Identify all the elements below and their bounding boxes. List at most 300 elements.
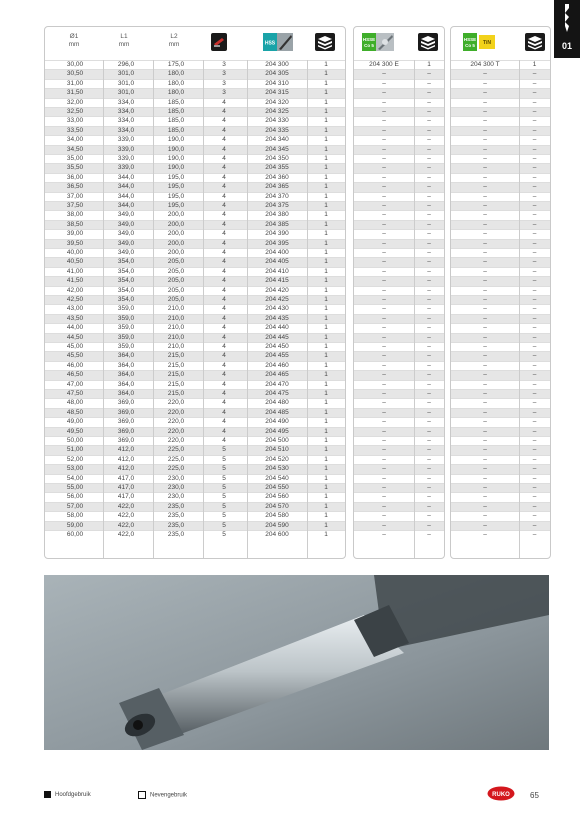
article-number-cell: –: [483, 531, 487, 538]
diameter-cell: 31,50: [66, 89, 84, 97]
quantity-cell: –: [532, 296, 537, 303]
table-row: [451, 210, 550, 219]
diameter-cell: 33,50: [66, 126, 84, 134]
quantity-cell: 1: [324, 408, 328, 416]
article-number-cell: –: [483, 437, 487, 444]
morse-taper-cell: 4: [222, 145, 226, 153]
quantity-cell: –: [427, 126, 431, 134]
table-row: [451, 474, 550, 483]
article-number-cell: –: [382, 305, 386, 313]
article-number-cell: 204 470: [265, 380, 289, 388]
quantity-cell: 1: [324, 136, 328, 144]
l1-cell: 422,0: [117, 502, 135, 510]
hsse-tin-badge-icon: [463, 33, 495, 51]
table-row: [451, 126, 550, 135]
table-row: [45, 427, 345, 436]
article-number-cell: –: [483, 343, 487, 350]
article-number-cell: 204 300 E: [369, 61, 399, 68]
article-number-cell: 204 445: [265, 333, 289, 341]
table-row: [45, 333, 345, 342]
table-row: [354, 530, 444, 539]
article-number-cell: –: [483, 202, 487, 209]
article-number-cell: 204 390: [265, 230, 289, 238]
table-row: [45, 351, 345, 360]
quantity-cell: –: [427, 136, 431, 144]
article-number-cell: –: [382, 493, 386, 501]
article-number-cell: –: [382, 230, 386, 238]
quantity-cell: 1: [324, 202, 328, 209]
quantity-cell: –: [532, 192, 537, 200]
table-row: [354, 408, 444, 417]
table-row: [45, 210, 345, 219]
article-number-cell: –: [382, 446, 386, 454]
table-row: [45, 380, 345, 389]
article-number-cell: –: [483, 352, 487, 360]
article-number-cell: –: [483, 211, 487, 219]
section-tab: [554, 0, 580, 58]
table-row: [451, 427, 550, 436]
article-number-cell: 204 530: [265, 465, 289, 473]
diameter-cell: 32,00: [66, 98, 84, 106]
diameter-cell: 35,00: [66, 155, 84, 162]
morse-taper-cell: 4: [222, 408, 226, 416]
morse-taper-cell: 4: [222, 399, 226, 407]
l2-cell: 220,0: [167, 418, 185, 426]
article-number-cell: –: [382, 343, 386, 350]
quantity-cell: 1: [324, 79, 328, 87]
table-row: [354, 314, 444, 323]
drill-bit-icon: [562, 4, 572, 32]
l1-cell: 359,0: [117, 324, 135, 332]
table-row: [354, 502, 444, 511]
quantity-cell: –: [532, 108, 537, 115]
l2-cell: 205,0: [167, 296, 185, 303]
article-number-cell: –: [382, 108, 386, 115]
article-number-cell: –: [382, 296, 386, 303]
table-row: [45, 521, 345, 530]
table-row: [451, 342, 550, 351]
diameter-cell: 34,50: [66, 145, 84, 153]
table-row: [451, 351, 550, 360]
table-row: [45, 60, 345, 69]
l2-cell: 230,0: [167, 484, 185, 491]
quantity-cell: –: [532, 267, 537, 275]
article-number-cell: –: [382, 145, 386, 153]
l1-cell: 359,0: [117, 314, 135, 322]
morse-taper-cell: 4: [222, 117, 226, 125]
l2-cell: 180,0: [167, 70, 185, 78]
table-row: [354, 267, 444, 276]
quantity-cell: –: [532, 390, 537, 397]
table-row: [354, 116, 444, 125]
quantity-cell: –: [532, 164, 537, 172]
table-row: [451, 445, 550, 454]
table-row: [354, 79, 444, 88]
diameter-cell: 38,50: [66, 220, 84, 228]
l2-cell: 200,0: [167, 239, 185, 247]
quantity-cell: –: [532, 220, 537, 228]
article-number-cell: –: [382, 173, 386, 181]
table-row: [45, 342, 345, 351]
quantity-cell: –: [532, 70, 537, 78]
article-number-cell: 204 520: [265, 455, 289, 463]
table-row: [451, 173, 550, 182]
l2-cell: 200,0: [167, 249, 185, 256]
article-number-cell: –: [483, 296, 487, 303]
table-row: [354, 417, 444, 426]
quantity-cell: 1: [532, 61, 537, 68]
table-row: [451, 116, 550, 125]
table-row: [354, 201, 444, 210]
diameter-cell: 32,50: [66, 108, 84, 115]
diameter-cell: 46,50: [66, 371, 84, 379]
morse-taper-cell: 4: [222, 314, 226, 322]
l1-cell: 417,0: [117, 474, 135, 482]
article-number-cell: 204 385: [265, 220, 289, 228]
table-row: [45, 370, 345, 379]
article-number-cell: 204 500: [265, 437, 289, 444]
quantity-cell: –: [532, 531, 537, 538]
l1-cell: 354,0: [117, 286, 135, 294]
morse-taper-cell: 4: [222, 380, 226, 388]
article-number-cell: 204 380: [265, 211, 289, 219]
l1-cell: 412,0: [117, 465, 135, 473]
quantity-cell: –: [532, 333, 537, 341]
article-number-cell: –: [483, 512, 487, 520]
quantity-cell: –: [427, 108, 431, 115]
article-number-cell: 204 490: [265, 418, 289, 426]
l2-cell: 180,0: [167, 89, 185, 97]
quantity-cell: –: [427, 192, 431, 200]
quantity-cell: –: [427, 437, 431, 444]
morse-taper-cell: 4: [222, 126, 226, 134]
quantity-cell: –: [532, 446, 537, 454]
table-row: [45, 192, 345, 201]
quantity-cell: –: [427, 314, 431, 322]
article-number-cell: –: [483, 220, 487, 228]
morse-taper-cell: 5: [222, 512, 226, 520]
tin-badge-text: TiN: [483, 40, 491, 46]
quantity-cell: –: [532, 437, 537, 444]
article-number-cell: –: [483, 380, 487, 388]
quantity-cell: –: [427, 371, 431, 379]
l1-cell: 349,0: [117, 211, 135, 219]
quantity-cell: 1: [427, 61, 431, 68]
table-row: [354, 88, 444, 97]
morse-taper-cell: 3: [222, 61, 226, 68]
quantity-cell: 1: [324, 502, 328, 510]
diameter-cell: 50,00: [66, 437, 84, 444]
diameter-cell: 43,00: [66, 305, 84, 313]
article-number-cell: 204 430: [265, 305, 289, 313]
hsse-tin-badge-line2: Co 5: [465, 43, 475, 48]
quantity-cell: –: [532, 183, 537, 191]
quantity-cell: –: [532, 371, 537, 379]
article-number-cell: –: [382, 126, 386, 134]
article-number-cell: 204 425: [265, 296, 289, 303]
l2-cell: 215,0: [167, 380, 185, 388]
quantity-cell: –: [427, 145, 431, 153]
quantity-cell: –: [532, 230, 537, 238]
morse-taper-cell: 4: [222, 267, 226, 275]
l2-cell: 195,0: [167, 183, 185, 191]
empty-square-icon: [138, 791, 146, 799]
morse-taper-cell: 4: [222, 437, 226, 444]
table-row: [451, 398, 550, 407]
article-number-cell: 204 375: [265, 202, 289, 209]
morse-taper-cell: 4: [222, 258, 226, 266]
article-number-cell: –: [382, 531, 386, 538]
table-row: [45, 445, 345, 454]
table-row: [451, 192, 550, 201]
morse-taper-cell: 4: [222, 155, 226, 162]
quantity-cell: –: [427, 521, 431, 529]
table-row: [451, 304, 550, 313]
table-row: [354, 286, 444, 295]
table-row: [45, 88, 345, 97]
l2-cell: 210,0: [167, 314, 185, 322]
table-row: [354, 398, 444, 407]
main-table-header: [45, 27, 345, 59]
article-number-cell: 204 400: [265, 249, 289, 256]
ruko-logo: [487, 786, 515, 801]
l2-cell: 210,0: [167, 305, 185, 313]
legend-secondary-label: Nevengebruik: [150, 792, 188, 799]
morse-taper-cell: 4: [222, 305, 226, 313]
quantity-cell: –: [532, 408, 537, 416]
l2-cell: 185,0: [167, 126, 185, 134]
l1-header: [105, 33, 143, 49]
l1-cell: 354,0: [117, 258, 135, 266]
quantity-cell: 1: [324, 155, 328, 162]
quantity-cell: –: [427, 79, 431, 87]
quantity-cell: –: [532, 258, 537, 266]
article-number-cell: 204 480: [265, 399, 289, 407]
l1-cell: 344,0: [117, 192, 135, 200]
quantity-cell: 1: [324, 493, 328, 501]
quantity-cell: –: [532, 79, 537, 87]
table-row: [354, 436, 444, 445]
diameter-cell: 36,50: [66, 183, 84, 191]
diameter-cell: 46,00: [66, 361, 84, 369]
table-row: [354, 173, 444, 182]
article-number-cell: –: [483, 108, 487, 115]
article-number-cell: –: [483, 314, 487, 322]
article-number-cell: –: [382, 361, 386, 369]
article-number-cell: –: [483, 465, 487, 473]
article-number-cell: –: [483, 126, 487, 134]
table-row: [354, 229, 444, 238]
article-number-cell: –: [382, 437, 386, 444]
article-number-cell: –: [483, 258, 487, 266]
article-number-cell: –: [382, 521, 386, 529]
quantity-cell: 1: [324, 164, 328, 172]
article-number-cell: 204 395: [265, 239, 289, 247]
article-number-cell: –: [483, 230, 487, 238]
hss-badge-text: HSS: [264, 40, 276, 47]
quantity-cell: –: [532, 89, 537, 97]
article-number-cell: 204 580: [265, 512, 289, 520]
l1-cell: 369,0: [117, 427, 135, 435]
l1-cell: 364,0: [117, 380, 135, 388]
table-row: [451, 107, 550, 116]
table-row: [45, 304, 345, 313]
table-row: [45, 474, 345, 483]
table-row: [354, 492, 444, 501]
diameter-cell: 39,50: [66, 239, 84, 247]
diameter-cell: 42,00: [66, 286, 84, 294]
article-number-cell: 204 325: [265, 108, 289, 115]
table-row: [45, 398, 345, 407]
l1-cell: 417,0: [117, 493, 135, 501]
article-number-cell: –: [382, 352, 386, 360]
quantity-cell: –: [427, 493, 431, 501]
table-row: [354, 304, 444, 313]
table-row: [451, 267, 550, 276]
quantity-cell: 1: [324, 474, 328, 482]
article-number-cell: –: [382, 474, 386, 482]
morse-taper-cell: 5: [222, 465, 226, 473]
table-row: [451, 502, 550, 511]
quantity-cell: –: [427, 211, 431, 219]
column-divider: [153, 60, 154, 558]
quantity-cell: 1: [324, 399, 328, 407]
table-row: [45, 79, 345, 88]
table-row: [45, 455, 345, 464]
table-row: [354, 98, 444, 107]
hss-badge-icon: [263, 33, 293, 51]
quantity-cell: 1: [324, 98, 328, 106]
quantity-cell: –: [532, 155, 537, 162]
quantity-cell: –: [427, 277, 431, 285]
l1-cell: 412,0: [117, 455, 135, 463]
table-row: [354, 135, 444, 144]
l2-cell: 185,0: [167, 98, 185, 106]
article-number-cell: 204 475: [265, 390, 289, 397]
l1-cell: 364,0: [117, 352, 135, 360]
morse-taper-cell: 5: [222, 474, 226, 482]
quantity-cell: –: [532, 399, 537, 407]
l2-cell: 195,0: [167, 202, 185, 209]
legend-secondary: [138, 791, 187, 799]
quantity-cell: –: [532, 427, 537, 435]
l1-cell: 369,0: [117, 408, 135, 416]
l2-cell: 185,0: [167, 108, 185, 115]
column-divider: [203, 60, 204, 558]
article-number-cell: –: [483, 305, 487, 313]
product-photo: [44, 575, 549, 750]
l2-cell: 205,0: [167, 258, 185, 266]
table-row: [354, 445, 444, 454]
quantity-cell: –: [532, 145, 537, 153]
l2-cell: 190,0: [167, 136, 185, 144]
diameter-cell: 57,00: [66, 502, 84, 510]
column-divider: [103, 60, 104, 558]
table-row: [354, 257, 444, 266]
table-row: [45, 295, 345, 304]
l1-cell: 369,0: [117, 437, 135, 444]
table-row: [45, 361, 345, 370]
article-number-cell: 204 305: [265, 70, 289, 78]
table-row: [451, 511, 550, 520]
article-number-cell: –: [382, 89, 386, 97]
article-number-cell: –: [483, 155, 487, 162]
article-number-cell: 204 300: [265, 61, 289, 68]
l1-cell: 369,0: [117, 399, 135, 407]
quantity-cell: –: [427, 286, 431, 294]
morse-taper-cell: 4: [222, 296, 226, 303]
l1-cell: 344,0: [117, 183, 135, 191]
diameter-cell: 40,00: [66, 249, 84, 256]
l2-cell: 200,0: [167, 230, 185, 238]
quantity-cell: 1: [324, 531, 328, 538]
article-number-cell: –: [382, 239, 386, 247]
quantity-cell: –: [427, 249, 431, 256]
article-number-cell: –: [382, 267, 386, 275]
table-row: [354, 323, 444, 332]
article-number-cell: –: [382, 70, 386, 78]
article-number-cell: –: [382, 192, 386, 200]
l2-cell: 215,0: [167, 390, 185, 397]
quantity-cell: 1: [324, 220, 328, 228]
table-row: [451, 408, 550, 417]
table-row: [354, 145, 444, 154]
diameter-cell: 41,00: [66, 267, 84, 275]
quantity-cell: 1: [324, 61, 328, 68]
article-number-cell: –: [483, 484, 487, 491]
morse-taper-cell: 5: [222, 484, 226, 491]
morse-taper-cell: 4: [222, 239, 226, 247]
table-row: [45, 163, 345, 172]
l2-cell: 200,0: [167, 220, 185, 228]
l2-cell: 195,0: [167, 173, 185, 181]
morse-taper-cell: 4: [222, 361, 226, 369]
morse-taper-cell: 5: [222, 531, 226, 538]
article-number-cell: –: [483, 418, 487, 426]
quantity-cell: 1: [324, 108, 328, 115]
l2-cell: 185,0: [167, 117, 185, 125]
table-row: [45, 182, 345, 191]
morse-taper-cell: 5: [222, 455, 226, 463]
table-row: [45, 248, 345, 257]
package-icon: [525, 33, 545, 51]
table-row: [354, 192, 444, 201]
quantity-cell: 1: [324, 305, 328, 313]
article-number-cell: –: [382, 465, 386, 473]
article-number-cell: 204 420: [265, 286, 289, 294]
column-divider: [307, 60, 308, 558]
quantity-cell: –: [427, 333, 431, 341]
table-row: [354, 295, 444, 304]
l2-cell: 220,0: [167, 437, 185, 444]
article-number-cell: –: [483, 89, 487, 97]
l2-cell: 220,0: [167, 427, 185, 435]
table-row: [45, 464, 345, 473]
table-row: [451, 370, 550, 379]
l1-cell: 354,0: [117, 277, 135, 285]
l2-cell: 205,0: [167, 267, 185, 275]
l1-cell: 422,0: [117, 531, 135, 538]
table-row: [451, 201, 550, 210]
l2-cell: 220,0: [167, 399, 185, 407]
table-row: [354, 107, 444, 116]
quantity-cell: 1: [324, 258, 328, 266]
article-number-cell: 204 435: [265, 314, 289, 322]
table-row: [354, 464, 444, 473]
l2-cell: 215,0: [167, 371, 185, 379]
quantity-cell: –: [427, 305, 431, 313]
article-number-cell: 204 465: [265, 371, 289, 379]
